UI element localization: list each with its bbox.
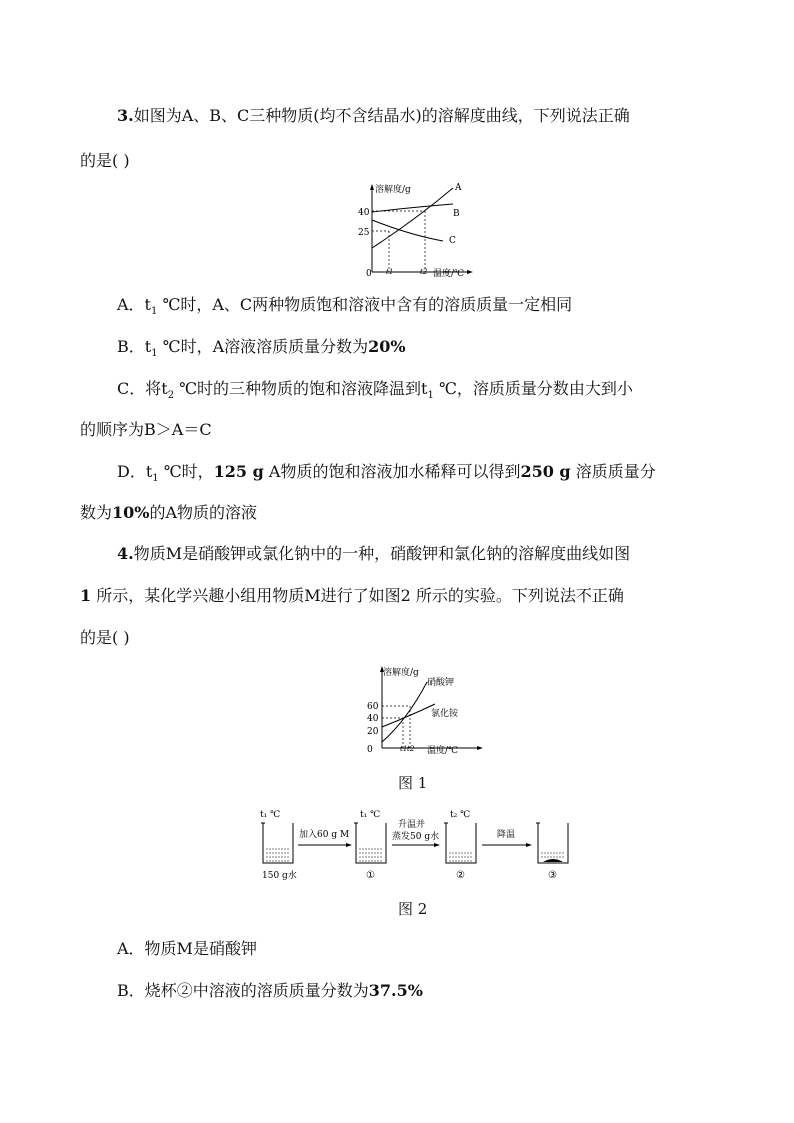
q3-option-d-line2: 数为10%的A物质的溶液 <box>80 503 258 522</box>
q4-ytick-20: 20 <box>367 727 379 737</box>
q4-xtick-t1: t1 <box>400 745 408 753</box>
q4-xtick-t2: t2 <box>407 745 415 753</box>
arrow2-label1: 升温并 <box>398 820 426 830</box>
q4-number: 4. <box>117 544 134 563</box>
q4-ylabel: 溶解度/g <box>383 668 419 678</box>
q3-number: 3. <box>117 106 134 125</box>
crystal-precipitate <box>543 859 563 862</box>
q4-label-nh4cl: 氯化铵 <box>431 709 459 719</box>
q4-label-kno3: 硝酸钾 <box>427 678 455 688</box>
q3-solubility-chart <box>345 180 480 280</box>
q3-label-A: A <box>455 183 462 193</box>
beaker1-temp: t₁ ℃ <box>360 810 381 820</box>
arrow1-label: 加入60 g M <box>299 830 350 840</box>
beaker3-label: ③ <box>548 870 557 881</box>
q4-curve-nh4cl <box>382 704 435 727</box>
beaker2-temp: t₂ ℃ <box>450 810 471 820</box>
q4-curve-kno3 <box>382 682 427 742</box>
q3-option-d: D．$t_1$ ℃时，125 g A物质的饱和溶液加水稀释可以得到250 g 溶质质量分 <box>117 462 656 485</box>
q3-xtick-t2: t2 <box>420 268 428 276</box>
q3-option-c-line2: 的顺序为B＞A＝C <box>80 420 212 439</box>
beaker-1 <box>354 823 386 863</box>
q3-xtick-t1: t1 <box>386 268 394 276</box>
q3-ytick-25: 25 <box>358 228 370 238</box>
q4-solubility-chart <box>357 660 492 760</box>
q3-stem-line1 <box>117 105 630 127</box>
arrow2-label2: 蒸发50 g水 <box>392 832 440 842</box>
fig2-caption: 图 2 <box>398 900 428 918</box>
beaker0-temp: t₁ ℃ <box>260 810 281 820</box>
q4-xlabel: 温度/℃ <box>427 746 459 756</box>
q3-stem-text: 如图为A、B、C三种物质(均不含结晶水)的溶解度曲线，下列说法正确 <box>133 106 630 125</box>
q3-stem-line2: 的是( ) <box>80 151 130 170</box>
q4-stem-line2: 1 所示，某化学兴趣小组用物质M进行了如图2 所示的实验。下列说法不正确 <box>80 586 624 605</box>
q4-stem-line1: 4.物质M是硝酸钾或氯化钠中的一种，硝酸钾和氯化钠的溶解度曲线如图 <box>117 544 631 563</box>
q3-curve-A <box>372 188 453 248</box>
q3-origin: 0 <box>366 269 372 279</box>
beaker-2 <box>444 823 476 863</box>
q4-origin: 0 <box>367 745 373 755</box>
beaker0-label: 150 g水 <box>262 871 297 881</box>
q4-experiment-diagram <box>250 805 590 883</box>
beaker-3 <box>536 823 568 863</box>
q3-option-c: C．将$t_2$ ℃时的三种物质的饱和溶液降温到$t_1$ ℃，溶质质量分数由大到小 <box>117 379 633 402</box>
q3-ylabel: 溶解度/g <box>375 185 411 195</box>
q3-option-b: B．$t_1$ ℃时，A溶液溶质质量分数为20% <box>117 337 406 360</box>
beaker-0 <box>261 823 293 863</box>
beaker2-label: ② <box>456 870 465 881</box>
beaker1-label: ① <box>366 870 375 881</box>
q4-ytick-60: 60 <box>367 702 379 712</box>
q3-option-a: A．$t_1$ ℃时，A、C两种物质饱和溶液中含有的溶质质量一定相同 <box>117 295 573 318</box>
arrow3-label: 降温 <box>497 830 516 840</box>
q4-stem-line3: 的是( ) <box>80 628 130 647</box>
q3-ytick-40: 40 <box>358 208 370 218</box>
q4-option-a: A．物质M是硝酸钾 <box>117 939 257 958</box>
q3-label-C: C <box>449 236 456 246</box>
fig1-caption: 图 1 <box>398 774 428 792</box>
q4-ytick-40: 40 <box>367 714 379 724</box>
q4-option-b: B．烧杯②中溶液的溶质质量分数为37.5% <box>117 981 423 1000</box>
q3-xlabel: 温度/℃ <box>433 269 465 279</box>
q3-label-B: B <box>453 209 460 219</box>
